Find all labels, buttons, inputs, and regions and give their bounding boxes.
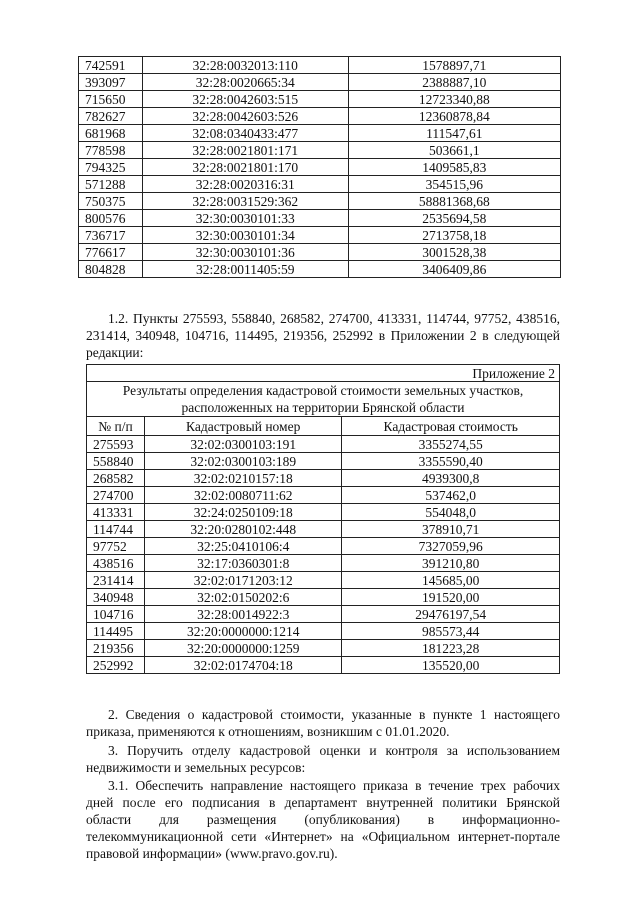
header-cadastral-number: Кадастровый номер xyxy=(144,417,342,436)
row-number-cell: 114495 xyxy=(87,623,145,640)
cadastral-number-cell: 32:28:0042603:526 xyxy=(142,108,348,125)
cadastral-value-cell: 4939300,8 xyxy=(342,470,560,487)
table-row xyxy=(79,57,561,74)
table-row xyxy=(87,555,560,572)
cadastral-number-cell: 32:28:0031529:362 xyxy=(142,193,348,210)
cadastral-number-cell: 32:02:0300103:191 xyxy=(144,436,342,453)
cadastral-value-cell: 985573,44 xyxy=(342,623,560,640)
row-number-cell: 736717 xyxy=(79,227,143,244)
table-row xyxy=(87,657,560,674)
cadastral-value-cell: 3355274,55 xyxy=(342,436,560,453)
cadastral-number-cell: 32:02:0300103:189 xyxy=(144,453,342,470)
table-row xyxy=(79,159,561,176)
cadastral-value-cell: 1578897,71 xyxy=(348,57,560,74)
cadastral-value-cell: 503661,1 xyxy=(348,142,560,159)
row-number-cell: 681968 xyxy=(79,125,143,142)
header-cadastral-value: Кадастровая стоимость xyxy=(342,417,560,436)
cadastral-number-cell: 32:30:0030101:34 xyxy=(142,227,348,244)
cadastral-value-cell: 354515,96 xyxy=(348,176,560,193)
cadastral-number-cell: 32:28:0011405:59 xyxy=(142,261,348,278)
row-number-cell: 393097 xyxy=(79,74,143,91)
table-row xyxy=(87,572,560,589)
table-row xyxy=(87,470,560,487)
cadastral-value-cell: 378910,71 xyxy=(342,521,560,538)
row-number-cell: 782627 xyxy=(79,108,143,125)
cadastral-value-cell: 2535694,58 xyxy=(348,210,560,227)
row-number-cell: 715650 xyxy=(79,91,143,108)
table-row xyxy=(87,436,560,453)
cadastral-value-cell: 12723340,88 xyxy=(348,91,560,108)
cadastral-value-cell: 1409585,83 xyxy=(348,159,560,176)
cadastral-value-cell: 3001528,38 xyxy=(348,244,560,261)
row-number-cell: 571288 xyxy=(79,176,143,193)
cadastral-number-cell: 32:02:0171203:12 xyxy=(144,572,342,589)
row-number-cell: 800576 xyxy=(79,210,143,227)
cadastral-number-cell: 32:20:0280102:448 xyxy=(144,521,342,538)
table-row xyxy=(87,453,560,470)
cadastral-value-cell: 12360878,84 xyxy=(348,108,560,125)
cadastral-value-cell: 111547,61 xyxy=(348,125,560,142)
cadastral-value-cell: 135520,00 xyxy=(342,657,560,674)
cadastral-value-cell: 181223,28 xyxy=(342,640,560,657)
row-number-cell: 776617 xyxy=(79,244,143,261)
paragraph-2: 2. Сведения о кадастровой стоимости, указанные в пункте 1 настоящего приказа, применяются к отношениям, возникшим с 01.01.2020. xyxy=(86,707,560,739)
paragraph-1-2: 1.2. Пункты 275593, 558840, 268582, 274700, 413331, 114744, 97752, 438516, 231414, 340948, 104716, 114495, 219356, 252992 в Приложении 2 в следующей редакции: xyxy=(86,311,560,360)
row-number-cell: 97752 xyxy=(87,538,145,555)
cadastral-value-cell: 191520,00 xyxy=(342,589,560,606)
table-row xyxy=(79,176,561,193)
cadastral-number-cell: 32:24:0250109:18 xyxy=(144,504,342,521)
cadastral-value-cell: 29476197,54 xyxy=(342,606,560,623)
table-row xyxy=(79,210,561,227)
row-number-cell: 340948 xyxy=(87,589,145,606)
cadastral-number-cell: 32:28:0014922:3 xyxy=(144,606,342,623)
row-number-cell: 219356 xyxy=(87,640,145,657)
cadastral-value-cell: 537462,0 xyxy=(342,487,560,504)
table-row xyxy=(79,244,561,261)
cadastral-number-cell: 32:02:0150202:6 xyxy=(144,589,342,606)
cadastral-number-cell: 32:20:0000000:1214 xyxy=(144,623,342,640)
cadastral-number-cell: 32:17:0360301:8 xyxy=(144,555,342,572)
cadastral-number-cell: 32:28:0042603:515 xyxy=(142,91,348,108)
table-row xyxy=(79,261,561,278)
table-row xyxy=(79,227,561,244)
paragraph-3: 3. Поручить отделу кадастровой оценки и контроля за использованием недвижимости и земельных ресурсов: xyxy=(86,743,560,775)
cadastral-number-cell: 32:28:0021801:171 xyxy=(142,142,348,159)
appendix-label: Приложение 2 xyxy=(87,365,560,382)
table-row xyxy=(87,640,560,657)
row-number-cell: 794325 xyxy=(79,159,143,176)
row-number-cell: 742591 xyxy=(79,57,143,74)
row-number-cell: 275593 xyxy=(87,436,145,453)
cadastral-value-cell: 58881368,68 xyxy=(348,193,560,210)
table-row xyxy=(87,589,560,606)
cadastral-value-cell: 391210,80 xyxy=(342,555,560,572)
cadastral-value-cell: 2713758,18 xyxy=(348,227,560,244)
cadastral-value-cell: 3406409,86 xyxy=(348,261,560,278)
cadastral-number-cell: 32:28:0020316:31 xyxy=(142,176,348,193)
cadastral-value-cell: 7327059,96 xyxy=(342,538,560,555)
cadastral-number-cell: 32:25:0410106:4 xyxy=(144,538,342,555)
cadastral-number-cell: 32:20:0000000:1259 xyxy=(144,640,342,657)
table-row xyxy=(79,91,561,108)
table-row xyxy=(79,108,561,125)
row-number-cell: 268582 xyxy=(87,470,145,487)
row-number-cell: 558840 xyxy=(87,453,145,470)
cadastral-value-cell: 2388887,10 xyxy=(348,74,560,91)
row-number-cell: 114744 xyxy=(87,521,145,538)
cadastral-value-cell: 145685,00 xyxy=(342,572,560,589)
cadastral-value-cell: 3355590,40 xyxy=(342,453,560,470)
cadastral-number-cell: 32:28:0021801:170 xyxy=(142,159,348,176)
header-number: № п/п xyxy=(87,417,145,436)
row-number-cell: 804828 xyxy=(79,261,143,278)
row-number-cell: 778598 xyxy=(79,142,143,159)
paragraph-3-1: 3.1. Обеспечить направление настоящего приказа в течение трех рабочих дней после его подписания в департамент внутренней политики Брянской области для размещения (опубликования) в информационно-телекоммуникационной сети «Интернет» на «Официальном интернет-портале правовой информации» (www.pravo.gov.ru). xyxy=(86,778,560,861)
cadastral-number-cell: 32:30:0030101:36 xyxy=(142,244,348,261)
row-number-cell: 231414 xyxy=(87,572,145,589)
table-row xyxy=(87,623,560,640)
row-number-cell: 438516 xyxy=(87,555,145,572)
cadastral-number-cell: 32:28:0032013:110 xyxy=(142,57,348,74)
table-row xyxy=(87,521,560,538)
cadastral-number-cell: 32:02:0210157:18 xyxy=(144,470,342,487)
row-number-cell: 104716 xyxy=(87,606,145,623)
cadastral-number-cell: 32:30:0030101:33 xyxy=(142,210,348,227)
cadastral-number-cell: 32:02:0080711:62 xyxy=(144,487,342,504)
cadastral-number-cell: 32:02:0174704:18 xyxy=(144,657,342,674)
cadastral-value-cell: 554048,0 xyxy=(342,504,560,521)
cadastral-table-appendix-2 xyxy=(86,364,560,674)
cadastral-number-cell: 32:28:0020665:34 xyxy=(142,74,348,91)
row-number-cell: 274700 xyxy=(87,487,145,504)
cadastral-number-cell: 32:08:0340433:477 xyxy=(142,125,348,142)
table-row xyxy=(87,487,560,504)
table-row xyxy=(87,504,560,521)
table-row xyxy=(79,193,561,210)
table-row xyxy=(87,538,560,555)
row-number-cell: 750375 xyxy=(79,193,143,210)
table-title: Результаты определения кадастровой стоимости земельных участков, расположенных на территории Брянской области xyxy=(87,382,560,417)
table-row xyxy=(79,142,561,159)
table-row xyxy=(87,606,560,623)
table-row xyxy=(79,74,561,91)
row-number-cell: 413331 xyxy=(87,504,145,521)
row-number-cell: 252992 xyxy=(87,657,145,674)
table-row xyxy=(79,125,561,142)
cadastral-table-1 xyxy=(78,56,561,278)
